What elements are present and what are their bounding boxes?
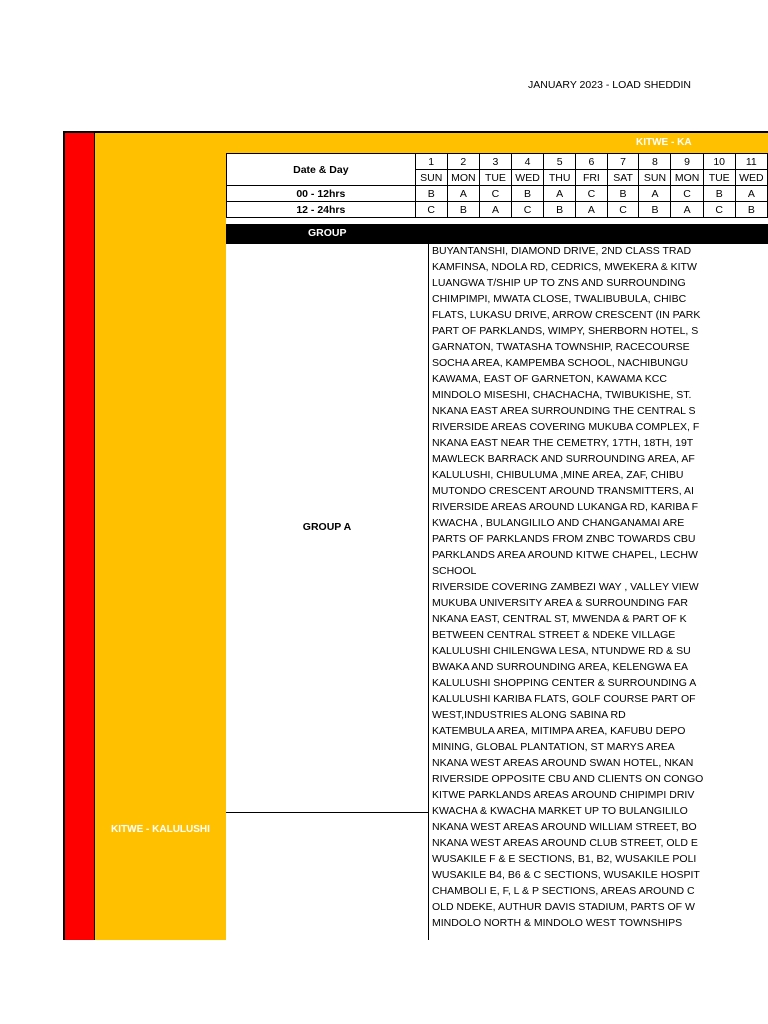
- day-number: 11: [735, 154, 767, 170]
- area-item: KATEMBULA AREA, MITIMPA AREA, KAFUBU DEPO: [432, 725, 686, 737]
- area-item: MAWLECK BARRACK AND SURROUNDING AREA, AF: [432, 453, 695, 465]
- area-list: [432, 244, 768, 932]
- area-item: KALULUSHI, CHIBULUMA ,MINE AREA, ZAF, CHIBU: [432, 469, 684, 481]
- pm-group-cell: B: [544, 202, 576, 218]
- pm-group-cell: C: [703, 202, 735, 218]
- day-number: 7: [607, 154, 639, 170]
- pm-group-cell: B: [735, 202, 767, 218]
- area-item: KAMFINSA, NDOLA RD, CEDRICS, MWEKERA & KITW: [432, 261, 697, 273]
- day-number-row: [227, 154, 768, 170]
- am-group-cell: A: [447, 186, 479, 202]
- area-item: BWAKA AND SURROUNDING AREA, KELENGWA EA: [432, 661, 688, 673]
- day-name: TUE: [703, 170, 735, 186]
- day-number: 2: [447, 154, 479, 170]
- area-item: BUYANTANSHI, DIAMOND DRIVE, 2ND CLASS TRAD: [432, 245, 692, 257]
- region-side-label: KITWE - KALULUSHI: [111, 824, 210, 835]
- group-header-label: GROUP: [308, 227, 347, 239]
- group-header-bar: [226, 224, 768, 244]
- area-item: CHIMPIMPI, MWATA CLOSE, TWALIBUBULA, CHIBC: [432, 293, 687, 305]
- am-group-cell: B: [415, 186, 447, 202]
- area-item: NKANA EAST NEAR THE CEMETRY, 17TH, 18TH, 19T: [432, 437, 694, 449]
- am-group-cell: B: [607, 186, 639, 202]
- area-item: BETWEEN CENTRAL STREET & NDEKE VILLAGE: [432, 629, 676, 641]
- pm-group-cell: B: [639, 202, 671, 218]
- pm-row: [227, 202, 768, 218]
- area-item: WUSAKILE F & E SECTIONS, B1, B2, WUSAKILE POLI: [432, 853, 697, 865]
- area-item: RIVERSIDE OPPOSITE CBU AND CLIENTS ON CONGO: [432, 773, 704, 785]
- area-item: MINING, GLOBAL PLANTATION, ST MARYS AREA: [432, 741, 675, 753]
- am-group-cell: B: [511, 186, 543, 202]
- area-item: NKANA WEST AREAS AROUND WILLIAM STREET, BO: [432, 821, 697, 833]
- area-item: WUSAKILE B4, B6 & C SECTIONS, WUSAKILE HOSPIT: [432, 869, 700, 881]
- day-number: 4: [511, 154, 543, 170]
- group-divider: [226, 812, 429, 813]
- date-day-label: Date & Day: [227, 154, 416, 186]
- day-number: 5: [544, 154, 576, 170]
- day-name: SAT: [607, 170, 639, 186]
- pm-group-cell: A: [671, 202, 703, 218]
- pm-group-cell: C: [415, 202, 447, 218]
- area-item: PARKLANDS AREA AROUND KITWE CHAPEL, LECHW: [432, 549, 698, 561]
- area-item: RIVERSIDE COVERING ZAMBEZI WAY , VALLEY VIEW: [432, 581, 699, 593]
- area-item: NKANA WEST AREAS AROUND CLUB STREET, OLD E: [432, 837, 698, 849]
- group-a-label: GROUP A: [302, 521, 352, 533]
- area-item: MUKUBA UNIVERSITY AREA & SURROUNDING FAR: [432, 597, 688, 609]
- day-number: 3: [479, 154, 511, 170]
- area-item: NKANA EAST AREA SURROUNDING THE CENTRAL S: [432, 405, 696, 417]
- area-item: PARTS OF PARKLANDS FROM ZNBC TOWARDS CBU: [432, 533, 696, 545]
- column-divider: [428, 244, 429, 940]
- area-item: RIVERSIDE AREAS AROUND LUKANGA RD, KARIBA F: [432, 501, 699, 513]
- red-side-band: [63, 131, 95, 940]
- area-item: KITWE PARKLANDS AREAS AROUND CHIPIMPI DRIV: [432, 789, 695, 801]
- am-group-cell: B: [703, 186, 735, 202]
- pm-group-cell: A: [479, 202, 511, 218]
- area-item: WEST,INDUSTRIES ALONG SABINA RD: [432, 709, 626, 721]
- area-item: SCHOOL: [432, 565, 477, 577]
- area-item: PART OF PARKLANDS, WIMPY, SHERBORN HOTEL, S: [432, 325, 699, 337]
- area-item: MINDOLO NORTH & MINDOLO WEST TOWNSHIPS: [432, 917, 683, 929]
- day-number: 1: [415, 154, 447, 170]
- area-item: KAWAMA, EAST OF GARNETON, KAWAMA KCC: [432, 373, 667, 385]
- area-item: RIVERSIDE AREAS COVERING MUKUBA COMPLEX, F: [432, 421, 700, 433]
- pm-row-label: 12 - 24hrs: [227, 202, 416, 218]
- area-item: KWACHA , BULANGILILO AND CHANGANAMAI ARE: [432, 517, 685, 529]
- area-item: NKANA WEST AREAS AROUND SWAN HOTEL, NKAN: [432, 757, 694, 769]
- day-number: 9: [671, 154, 703, 170]
- area-item: LUANGWA T/SHIP UP TO ZNS AND SURROUNDING: [432, 277, 686, 289]
- day-name: MON: [447, 170, 479, 186]
- day-number: 6: [576, 154, 608, 170]
- area-item: FLATS, LUKASU DRIVE, ARROW CRESCENT (IN PARK: [432, 309, 701, 321]
- day-name: TUE: [479, 170, 511, 186]
- area-item: KALULUSHI SHOPPING CENTER & SURROUNDING A: [432, 677, 697, 689]
- area-item: MINDOLO MISESHI, CHACHACHA, TWIBUKISHE, ST.: [432, 389, 692, 401]
- day-name: WED: [735, 170, 767, 186]
- schedule-panel: [226, 153, 768, 940]
- am-group-cell: A: [544, 186, 576, 202]
- area-item: KALULUSHI KARIBA FLATS, GOLF COURSE PART OF: [432, 693, 696, 705]
- region-header: KITWE - KA: [636, 137, 692, 148]
- pm-group-cell: C: [607, 202, 639, 218]
- area-item: GARNATON, TWATASHA TOWNSHIP, RACECOURSE: [432, 341, 690, 353]
- area-item: NKANA EAST, CENTRAL ST, MWENDA & PART OF K: [432, 613, 687, 625]
- day-name: SUN: [415, 170, 447, 186]
- am-row: [227, 186, 768, 202]
- pm-group-cell: B: [447, 202, 479, 218]
- area-item: OLD NDEKE, AUTHUR DAVIS STADIUM, PARTS OF W: [432, 901, 695, 913]
- day-name: FRI: [576, 170, 608, 186]
- am-group-cell: C: [671, 186, 703, 202]
- pm-group-cell: C: [511, 202, 543, 218]
- area-item: CHAMBOLI E, F, L & P SECTIONS, AREAS AROUND C: [432, 885, 695, 897]
- day-number: 8: [639, 154, 671, 170]
- day-number: 10: [703, 154, 735, 170]
- schedule-table: [226, 153, 768, 218]
- area-item: KWACHA & KWACHA MARKET UP TO BULANGILILO: [432, 805, 688, 817]
- am-group-cell: C: [576, 186, 608, 202]
- document-title: JANUARY 2023 - LOAD SHEDDIN: [528, 79, 692, 91]
- am-group-cell: A: [639, 186, 671, 202]
- am-row-label: 00 - 12hrs: [227, 186, 416, 202]
- day-name: WED: [511, 170, 543, 186]
- day-name: MON: [671, 170, 703, 186]
- area-item: MUTONDO CRESCENT AROUND TRANSMITTERS, AI: [432, 485, 694, 497]
- day-name: SUN: [639, 170, 671, 186]
- area-item: SOCHA AREA, KAMPEMBA SCHOOL, NACHIBUNGU: [432, 357, 689, 369]
- area-item: KALULUSHI CHILENGWA LESA, NTUNDWE RD & SU: [432, 645, 691, 657]
- day-name: THU: [544, 170, 576, 186]
- am-group-cell: A: [735, 186, 767, 202]
- am-group-cell: C: [479, 186, 511, 202]
- pm-group-cell: A: [576, 202, 608, 218]
